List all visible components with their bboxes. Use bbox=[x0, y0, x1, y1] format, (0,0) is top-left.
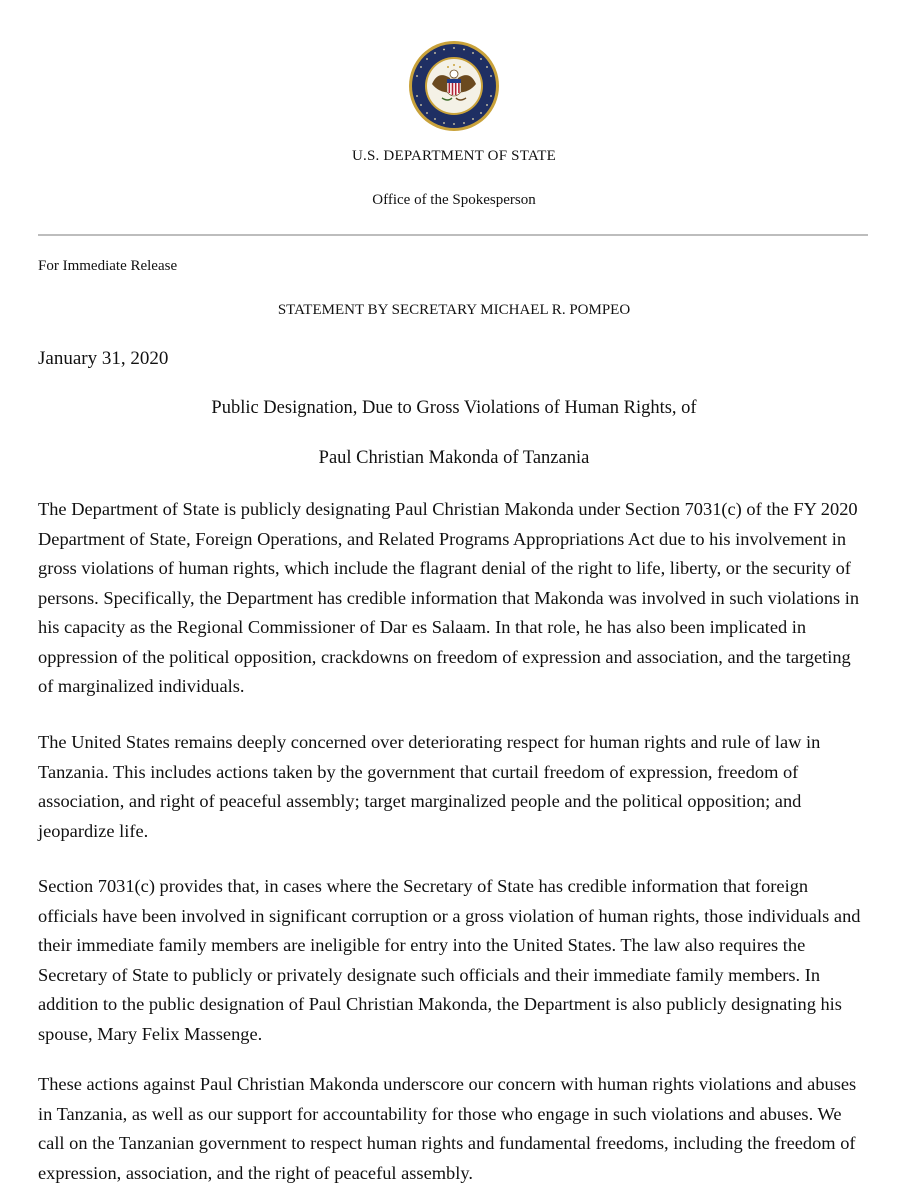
office-name: Office of the Spokesperson bbox=[372, 192, 536, 208]
header-divider bbox=[38, 234, 868, 236]
statement-title-line-2: Paul Christian Makonda of Tanzania bbox=[318, 448, 590, 468]
agency-name: U.S. DEPARTMENT OF STATE bbox=[352, 148, 556, 164]
release-note: For Immediate Release bbox=[38, 258, 178, 274]
body-paragraph-1: The Department of State is publicly designating Paul Christian Makonda under Section 7031(c) of the FY 2020 Department of State, Foreign Operations, and Related Programs Appropriations Act due to his involvement in gross violations of human rights, which include the flagrant denial of the right to life, liberty, or the security of persons. Specifically, the Department has credible information that Makonda was involved in such violations in his capacity as the Regional Commissioner of Dar es Salaam. In that role, he has also been implicated in oppression of the political opposition, crackdowns on freedom of expression and association, and the targeting of marginalized individuals. bbox=[38, 499, 860, 696]
statement-title-line-1: Public Designation, Due to Gross Violations of Human Rights, of bbox=[211, 398, 697, 418]
body-paragraph-2: The United States remains deeply concerned over deteriorating respect for human rights and rule of law in Tanzania. This includes actions taken by the government that curtail freedom of expression, freedom of association, and right of peaceful assembly; target marginalized people and the political opposition; and jeopardize life. bbox=[38, 732, 821, 841]
statement-by: STATEMENT BY SECRETARY MICHAEL R. POMPEO bbox=[277, 302, 631, 318]
statement-date: January 31, 2020 bbox=[38, 348, 169, 369]
seal-graphic bbox=[408, 40, 500, 132]
department-of-state-seal-icon bbox=[408, 40, 500, 132]
body-paragraph-3: Section 7031(c) provides that, in cases where the Secretary of State has credible information that foreign officials have been involved in significant corruption or a gross violation of human rights, those individuals and their immediate family members are ineligible for entry into the United States. The law also requires the Secretary of State to publicly or privately designate such officials and their immediate family members. In addition to the public designation of Paul Christian Makonda, the Department is also publicly designating his spouse, Mary Felix Massenge. bbox=[38, 876, 861, 1044]
body-paragraph-4: These actions against Paul Christian Makonda underscore our concern with human rights violations and abuses in Tanzania, as well as our support for accountability for those who engage in such violations and abuses. We call on the Tanzanian government to respect human rights and fundamental freedoms, including the freedom of expression, association, and the right of peaceful assembly. bbox=[38, 1074, 857, 1183]
